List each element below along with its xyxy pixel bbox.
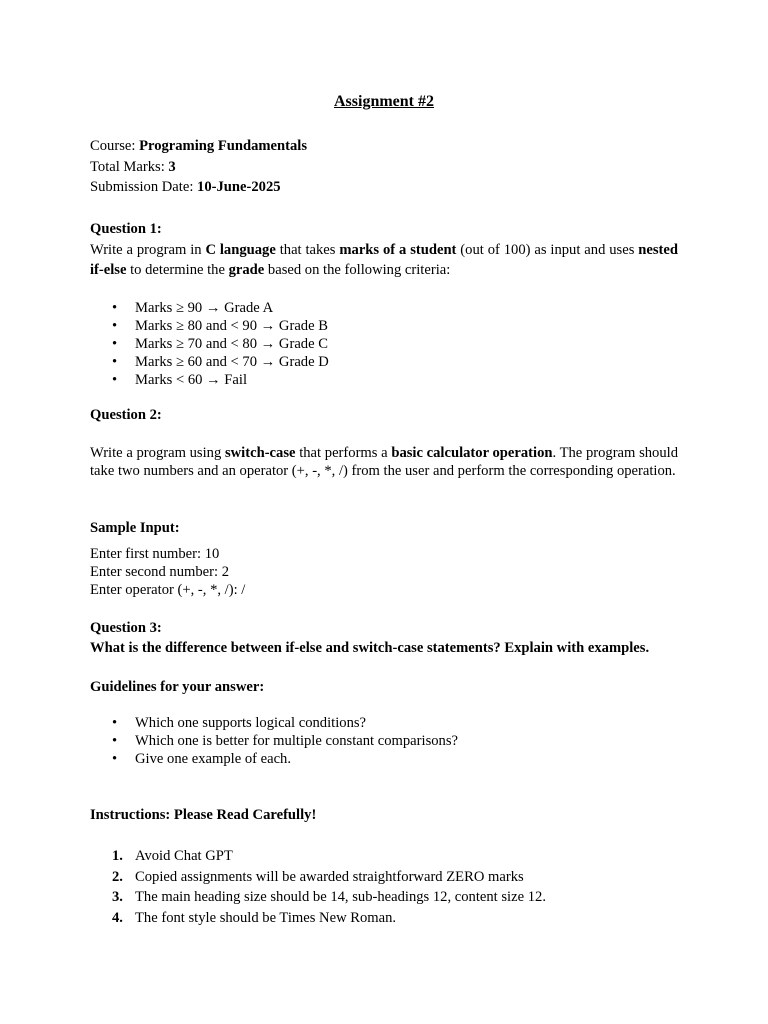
bullet-icon: • [112,715,118,731]
instructions-list [90,846,546,928]
q1-text-part: Write a program in [90,242,206,258]
list-item: 1. Avoid Chat GPT [90,846,546,867]
q2-bold-part: basic calculator operation [391,445,553,461]
bullet-icon: • [112,300,118,316]
bullet-icon: • [112,733,118,749]
list-item: • Marks < 60 → Fail [112,372,248,388]
item-number: 3. [112,889,123,905]
course-label: Course: [90,138,140,154]
question-3-heading: Question 3: [90,620,162,636]
q1-text-part: that takes [275,242,340,258]
bullet-icon: • [112,372,118,388]
list-item: • Which one is better for multiple constant comparisons? [112,733,459,749]
submission-date-line [90,178,281,196]
q1-bold-part: grade [228,262,265,278]
total-marks-line [90,158,176,176]
question-1-heading: Question 1: [90,221,162,237]
list-item: • Marks ≥ 90 → Grade A [112,300,274,316]
grade-criteria-list [90,299,329,389]
date-value: 10-June-2025 [197,179,281,195]
item-number: 1. [112,848,123,864]
marks-value: 3 [168,159,176,175]
course-value: Programing Fundamentals [139,138,308,154]
course-line [90,137,307,155]
bullet-icon: • [112,751,118,767]
q1-bold-part: nested if-else [90,242,679,278]
page-title: Assignment #2 [333,93,434,110]
q1-bold-part: marks of a student [339,242,457,258]
list-item: • Marks ≥ 80 and < 90 → Grade B [112,318,328,334]
q2-bold-part: switch-case [224,445,296,461]
list-item: 4. The font style should be Times New Roman. [90,908,546,929]
marks-label: Total Marks: [90,159,169,175]
question-3-text: What is the difference between if-else and switch-case statements? Explain with examples. [90,640,650,656]
list-item: • Which one supports logical conditions? [112,715,367,731]
sample-input-line: Enter operator (+, -, *, /): / [90,582,246,598]
q1-text-part: (out of 100) as input and uses [456,242,639,258]
bullet-icon: • [112,354,118,370]
item-number: 2. [112,868,123,885]
guidelines-heading: Guidelines for your answer: [90,679,265,695]
q2-text-part: that performs a [295,445,392,461]
list-item: • Marks ≥ 60 and < 70 → Grade D [112,354,329,370]
sample-input-heading: Sample Input: [90,520,180,536]
sample-input-line: Enter second number: 2 [90,564,230,580]
list-item: 2. Copied assignments will be awarded straightforward ZERO marks [90,867,546,888]
item-number: 4. [112,909,123,926]
bullet-icon: • [112,318,118,334]
instructions-heading: Instructions: Please Read Carefully! [90,807,317,823]
date-label: Submission Date: [90,179,198,195]
bullet-icon: • [112,336,118,352]
q2-text-part: . The program should take two numbers and an operator (+, -, *, /) from the user and perform the corresponding operation. [90,445,679,479]
guidelines-list [90,714,458,768]
list-item: • Give one example of each. [112,751,291,767]
list-item: 3. The main heading size should be 14, sub-headings 12, content size 12. [90,887,546,908]
list-item: • Marks ≥ 70 and < 80 → Grade C [112,336,328,352]
q2-text-part: Write a program using [90,445,225,461]
sample-input-line: Enter first number: 10 [90,546,220,562]
question-2-text [90,444,678,480]
question-2-heading: Question 2: [90,407,162,423]
q1-bold-part: C language [205,242,276,258]
q1-text-part: to determine the [126,262,229,278]
q1-text-part: based on the following criteria: [264,262,451,278]
question-1-text [90,240,678,280]
